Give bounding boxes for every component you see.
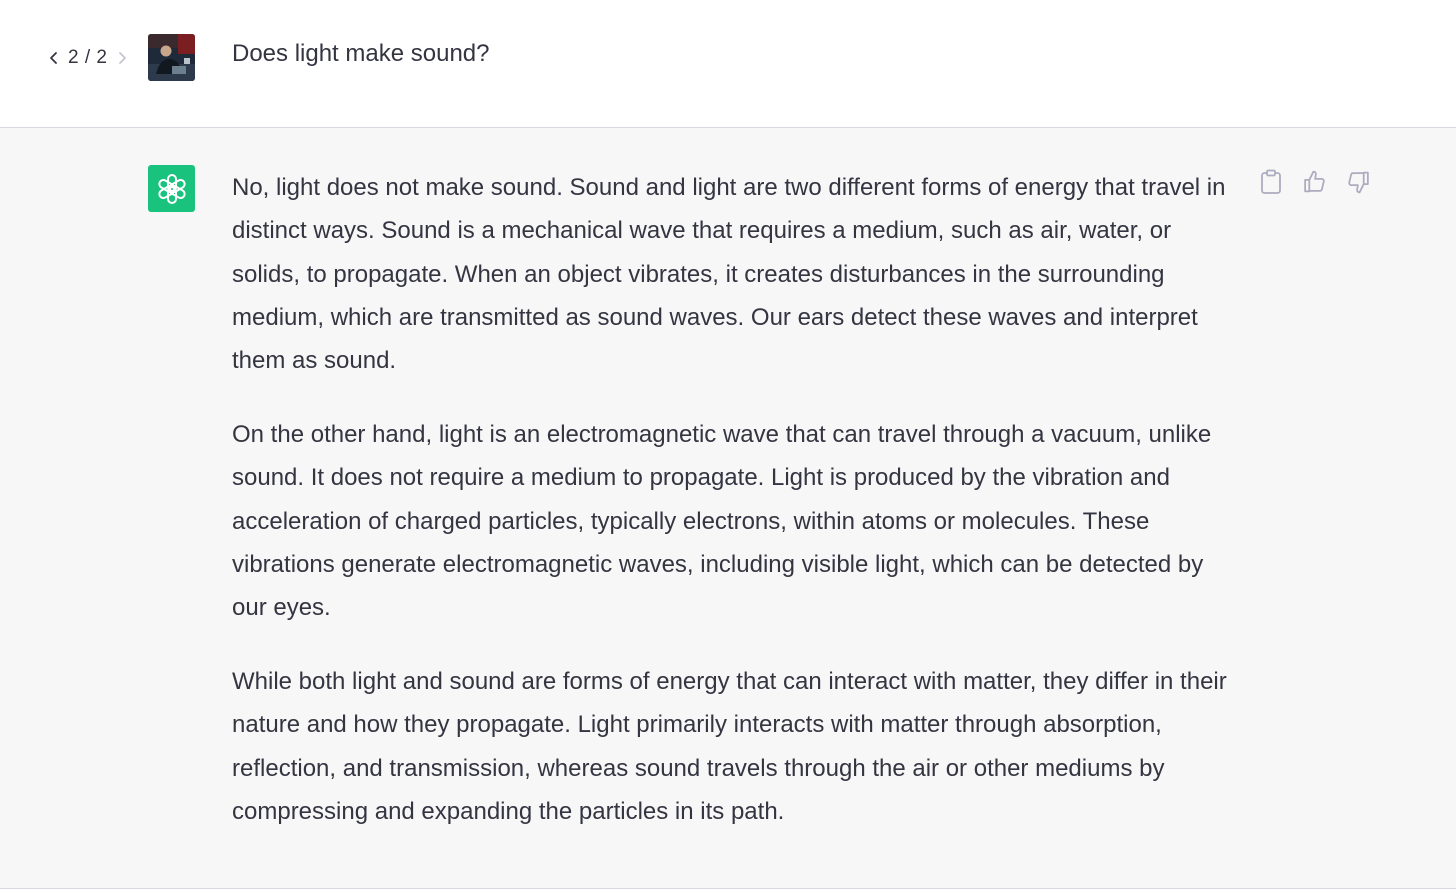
answer-paragraph-1: No, light does not make sound. Sound and light are two different forms of energy that travel in distinct ways. Sound is a mechanical wave that requires a medium, such as air, water, or solids, to propagate. When an object vibrates, it creates disturbances in the surrounding medium, which are transmitted as sound waves. Our ears detect these waves and interpret them as sound. <box>232 174 1226 375</box>
pager-count <box>64 47 112 69</box>
assistant-avatar <box>148 165 195 212</box>
user-message-text: Does light make sound? <box>232 40 490 67</box>
chevron-right-icon <box>116 51 128 65</box>
thumbs-down-button[interactable] <box>1346 168 1371 196</box>
pager-total: 2 <box>96 47 108 68</box>
user-avatar <box>148 34 195 81</box>
previous-response-button[interactable] <box>44 44 64 72</box>
openai-logo-icon <box>155 172 189 206</box>
thumbs-up-button[interactable] <box>1302 168 1327 196</box>
assistant-message-text <box>232 166 1244 864</box>
answer-paragraph-2: On the other hand, light is an electromagnetic wave that can travel through a vacuum, unlike sound. It does not require a medium to propagate. Light is produced by the vibration and acceleration of charged particles, typically electrons, within atoms or molecules. These vibrations generate electromagnetic waves, including visible light, which can be detected by our eyes. <box>232 420 1212 622</box>
next-response-button[interactable] <box>112 44 132 72</box>
chevron-left-icon <box>48 51 60 65</box>
user-message-row <box>0 0 1456 128</box>
pager-separator: / <box>84 47 91 68</box>
assistant-message-row <box>0 128 1456 889</box>
thumbs-down-icon <box>1346 169 1371 195</box>
pager-current: 2 <box>68 47 80 68</box>
answer-paragraph-3: While both light and sound are forms of energy that can interact with matter, they differ in their nature and how they propagate. Light primarily interacts with matter through absorption, reflection, and transmission, whereas sound travels through the air or other mediums by compressing and expanding the particles in its path. <box>232 667 1227 825</box>
clipboard-icon <box>1260 169 1282 195</box>
message-actions <box>1258 168 1371 196</box>
response-pager <box>44 44 132 72</box>
thumbs-up-icon <box>1302 169 1327 195</box>
copy-button[interactable] <box>1258 168 1283 196</box>
user-photo <box>148 34 195 81</box>
